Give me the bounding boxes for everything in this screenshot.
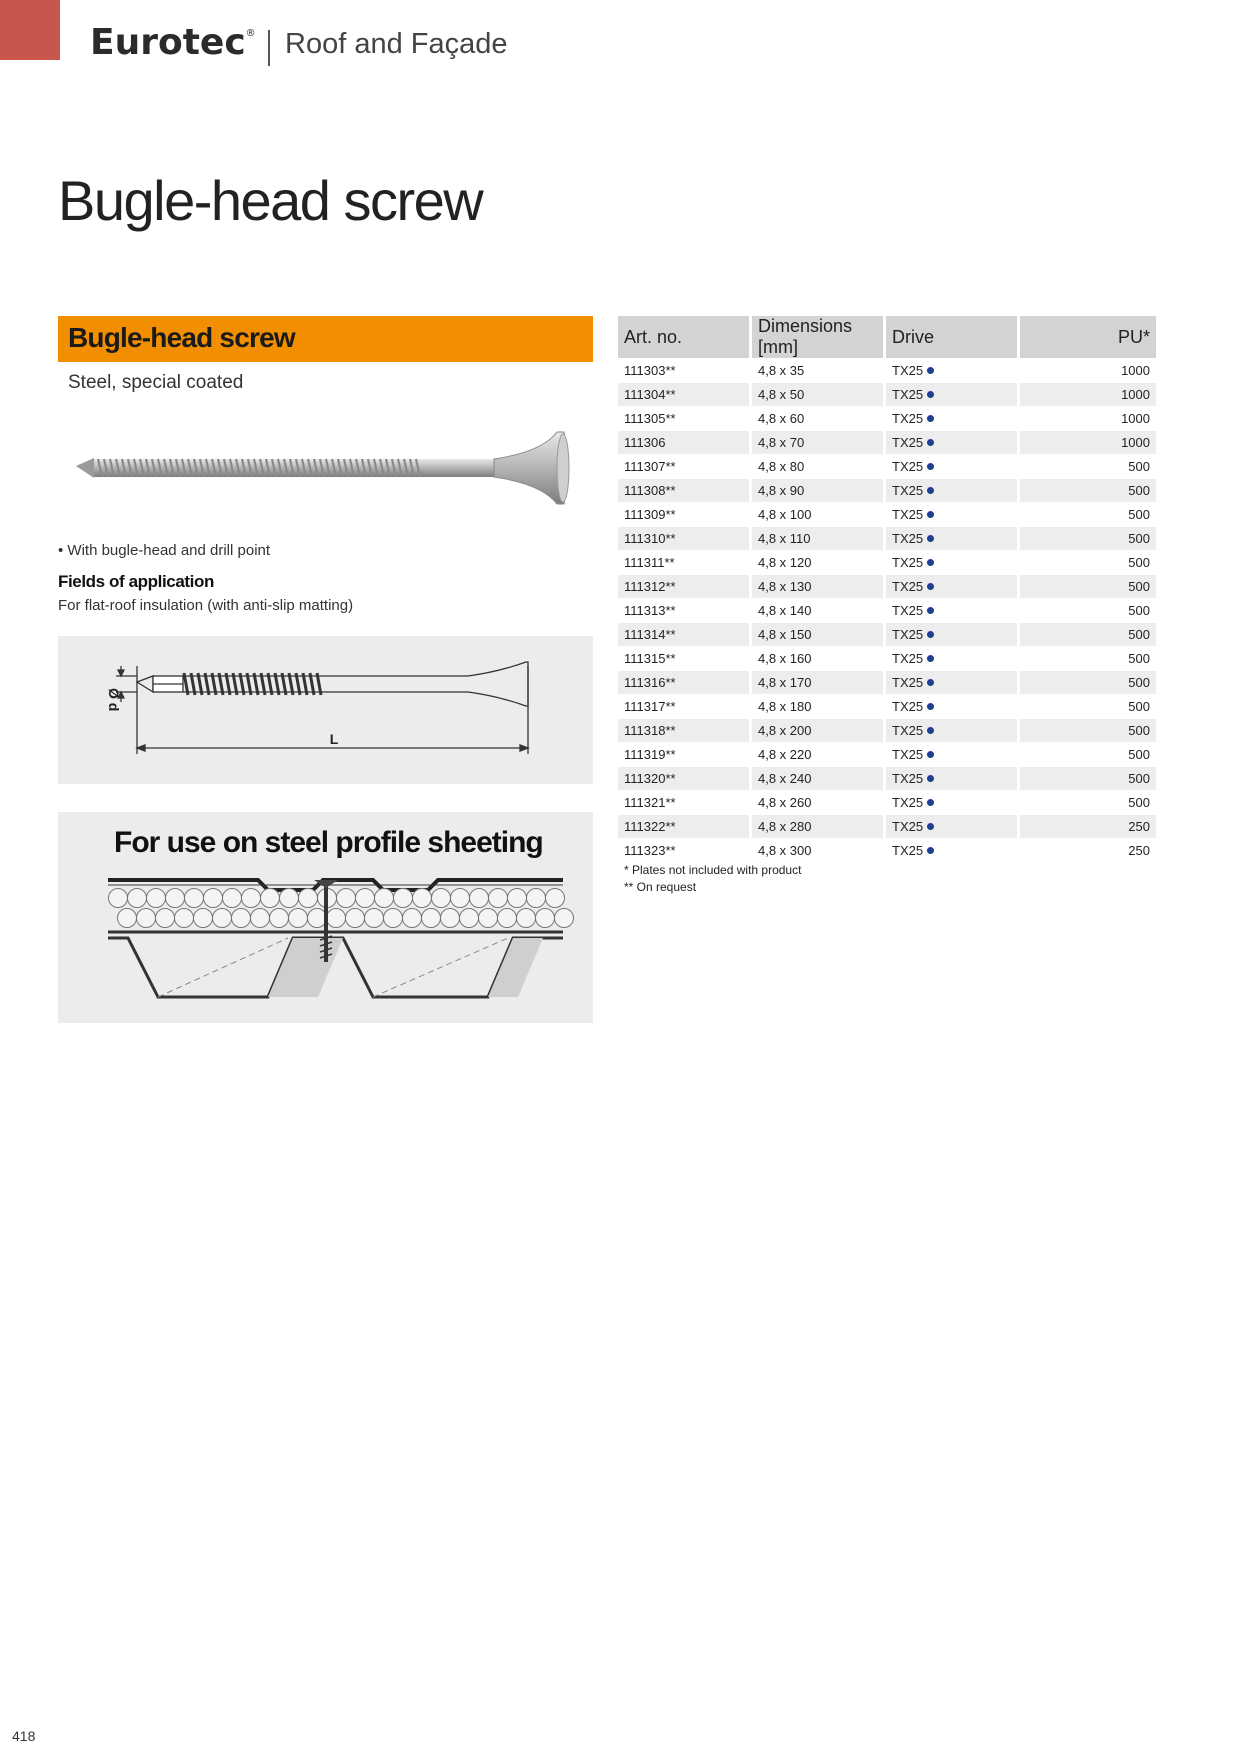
dimensions-cell: 4,8 x 35 bbox=[752, 358, 886, 382]
dimensions-cell: 4,8 x 260 bbox=[752, 790, 886, 814]
product-subtitle: Steel, special coated bbox=[68, 372, 244, 393]
drive-cell: TX25 bbox=[886, 598, 1020, 622]
table-row bbox=[618, 598, 1156, 622]
drive-cell: TX25 bbox=[886, 574, 1020, 598]
table-row bbox=[618, 790, 1156, 814]
art-no-cell: 111312** bbox=[618, 574, 752, 598]
drive-dot-icon bbox=[927, 463, 934, 470]
art-no-cell: 111307** bbox=[618, 454, 752, 478]
pu-cell: 500 bbox=[1020, 766, 1156, 790]
pu-cell: 500 bbox=[1020, 550, 1156, 574]
table-row bbox=[618, 646, 1156, 670]
table-row bbox=[618, 694, 1156, 718]
dimensions-cell: 4,8 x 60 bbox=[752, 406, 886, 430]
article-table bbox=[618, 316, 1156, 862]
art-no-cell: 111308** bbox=[618, 478, 752, 502]
pu-cell: 250 bbox=[1020, 838, 1156, 862]
art-no-cell: 111313** bbox=[618, 598, 752, 622]
drive-cell: TX25 bbox=[886, 550, 1020, 574]
drive-dot-icon bbox=[927, 751, 934, 758]
table-row bbox=[618, 670, 1156, 694]
drive-cell: TX25 bbox=[886, 838, 1020, 862]
length-label: L bbox=[329, 731, 339, 747]
drive-dot-icon bbox=[927, 727, 934, 734]
pu-cell: 500 bbox=[1020, 646, 1156, 670]
table-row bbox=[618, 382, 1156, 406]
drive-dot-icon bbox=[927, 679, 934, 686]
note-on-request: ** On request bbox=[624, 880, 697, 894]
diameter-label: d bbox=[106, 702, 122, 712]
drive-cell: TX25 bbox=[886, 814, 1020, 838]
table-row bbox=[618, 550, 1156, 574]
dimensions-cell: 4,8 x 50 bbox=[752, 382, 886, 406]
page-number: 418 bbox=[12, 1728, 36, 1744]
product-banner-label: Bugle-head screw bbox=[68, 322, 295, 353]
dimensions-cell: 4,8 x 70 bbox=[752, 430, 886, 454]
table-row bbox=[618, 358, 1156, 382]
fields-heading: Fields of application bbox=[58, 572, 214, 591]
note-plates: * Plates not included with product bbox=[624, 863, 802, 877]
dimensions-cell: 4,8 x 80 bbox=[752, 454, 886, 478]
pu-cell: 500 bbox=[1020, 742, 1156, 766]
dimensions-cell: 4,8 x 300 bbox=[752, 838, 886, 862]
drive-cell: TX25 bbox=[886, 646, 1020, 670]
pu-cell: 1000 bbox=[1020, 406, 1156, 430]
table-row bbox=[618, 526, 1156, 550]
drive-dot-icon bbox=[927, 535, 934, 542]
page-title: Bugle-head screw bbox=[58, 169, 483, 232]
fields-text: For flat-roof insulation (with anti-slip matting) bbox=[58, 597, 354, 614]
technical-drawing bbox=[58, 636, 593, 784]
table-row bbox=[618, 814, 1156, 838]
dimensions-cell: 4,8 x 100 bbox=[752, 502, 886, 526]
art-no-cell: 111303** bbox=[618, 358, 752, 382]
dimensions-cell: 4,8 x 160 bbox=[752, 646, 886, 670]
art-no-cell: 111306 bbox=[618, 430, 752, 454]
table-header-row bbox=[618, 316, 1156, 358]
product-banner bbox=[58, 316, 593, 362]
table-row bbox=[618, 622, 1156, 646]
drive-dot-icon bbox=[927, 655, 934, 662]
col-header-dimensions: Dimensions [mm] bbox=[752, 316, 886, 358]
pu-cell: 500 bbox=[1020, 694, 1156, 718]
dimensions-cell: 4,8 x 110 bbox=[752, 526, 886, 550]
dimensions-cell: 4,8 x 280 bbox=[752, 814, 886, 838]
dimensions-cell: 4,8 x 180 bbox=[752, 694, 886, 718]
art-no-cell: 111315** bbox=[618, 646, 752, 670]
art-no-cell: 111305** bbox=[618, 406, 752, 430]
pu-cell: 500 bbox=[1020, 622, 1156, 646]
art-no-cell: 111317** bbox=[618, 694, 752, 718]
art-no-cell: 111304** bbox=[618, 382, 752, 406]
drive-dot-icon bbox=[927, 775, 934, 782]
drive-cell: TX25 bbox=[886, 382, 1020, 406]
drive-dot-icon bbox=[927, 703, 934, 710]
drive-cell: TX25 bbox=[886, 454, 1020, 478]
drive-cell: TX25 bbox=[886, 406, 1020, 430]
table-row bbox=[618, 742, 1156, 766]
feature-item: • With bugle-head and drill point bbox=[58, 542, 271, 559]
svg-text:Ø d bbox=[106, 688, 122, 711]
dimensions-cell: 4,8 x 140 bbox=[752, 598, 886, 622]
drive-cell: TX25 bbox=[886, 718, 1020, 742]
drive-cell: TX25 bbox=[886, 694, 1020, 718]
dimensions-cell: 4,8 x 220 bbox=[752, 742, 886, 766]
technical-drawing-panel bbox=[58, 636, 593, 784]
pu-cell: 1000 bbox=[1020, 430, 1156, 454]
drive-cell: TX25 bbox=[886, 766, 1020, 790]
table-row bbox=[618, 430, 1156, 454]
pu-cell: 500 bbox=[1020, 574, 1156, 598]
art-no-cell: 111322** bbox=[618, 814, 752, 838]
drive-cell: TX25 bbox=[886, 526, 1020, 550]
pu-cell: 1000 bbox=[1020, 382, 1156, 406]
pu-cell: 500 bbox=[1020, 598, 1156, 622]
pu-cell: 500 bbox=[1020, 478, 1156, 502]
header-divider bbox=[268, 30, 270, 66]
drive-cell: TX25 bbox=[886, 790, 1020, 814]
dimensions-cell: 4,8 x 130 bbox=[752, 574, 886, 598]
art-no-cell: 111320** bbox=[618, 766, 752, 790]
pu-cell: 500 bbox=[1020, 502, 1156, 526]
drive-dot-icon bbox=[927, 487, 934, 494]
pu-cell: 500 bbox=[1020, 454, 1156, 478]
col-header-pu: PU* bbox=[1020, 316, 1156, 358]
table-row bbox=[618, 478, 1156, 502]
drive-cell: TX25 bbox=[886, 622, 1020, 646]
art-no-cell: 111311** bbox=[618, 550, 752, 574]
section-title: Roof and Façade bbox=[285, 28, 508, 60]
steel-sheet-illustration bbox=[58, 812, 593, 1023]
drive-cell: TX25 bbox=[886, 430, 1020, 454]
art-no-cell: 111323** bbox=[618, 838, 752, 862]
drive-dot-icon bbox=[927, 823, 934, 830]
pu-cell: 500 bbox=[1020, 670, 1156, 694]
art-no-cell: 111314** bbox=[618, 622, 752, 646]
drive-dot-icon bbox=[927, 847, 934, 854]
dimensions-cell: 4,8 x 170 bbox=[752, 670, 886, 694]
dimensions-cell: 4,8 x 150 bbox=[752, 622, 886, 646]
drive-dot-icon bbox=[927, 583, 934, 590]
pu-cell: 250 bbox=[1020, 814, 1156, 838]
art-no-cell: 111316** bbox=[618, 670, 752, 694]
usage-title: For use on steel profile sheeting bbox=[114, 826, 543, 859]
drive-cell: TX25 bbox=[886, 670, 1020, 694]
table-row bbox=[618, 454, 1156, 478]
drive-dot-icon bbox=[927, 439, 934, 446]
brand-logo: Eurotec® bbox=[90, 22, 256, 63]
drive-dot-icon bbox=[927, 799, 934, 806]
drive-dot-icon bbox=[927, 367, 934, 374]
drive-dot-icon bbox=[927, 415, 934, 422]
dimensions-cell: 4,8 x 90 bbox=[752, 478, 886, 502]
pu-cell: 500 bbox=[1020, 790, 1156, 814]
art-no-cell: 111318** bbox=[618, 718, 752, 742]
table-row bbox=[618, 574, 1156, 598]
col-header-art-no: Art. no. bbox=[618, 316, 752, 358]
drive-dot-icon bbox=[927, 511, 934, 518]
drive-dot-icon bbox=[927, 391, 934, 398]
dimensions-cell: 4,8 x 120 bbox=[752, 550, 886, 574]
table-row bbox=[618, 718, 1156, 742]
table-row bbox=[618, 406, 1156, 430]
drive-cell: TX25 bbox=[886, 502, 1020, 526]
drive-dot-icon bbox=[927, 607, 934, 614]
pu-cell: 500 bbox=[1020, 718, 1156, 742]
art-no-cell: 111321** bbox=[618, 790, 752, 814]
corner-tab bbox=[0, 0, 60, 60]
art-no-cell: 111309** bbox=[618, 502, 752, 526]
table-notes bbox=[624, 862, 801, 896]
dimensions-cell: 4,8 x 240 bbox=[752, 766, 886, 790]
table-row bbox=[618, 766, 1156, 790]
pu-cell: 1000 bbox=[1020, 358, 1156, 382]
table-row bbox=[618, 838, 1156, 862]
drive-dot-icon bbox=[927, 631, 934, 638]
col-header-drive: Drive bbox=[886, 316, 1020, 358]
pu-cell: 500 bbox=[1020, 526, 1156, 550]
art-no-cell: 111310** bbox=[618, 526, 752, 550]
art-no-cell: 111319** bbox=[618, 742, 752, 766]
drive-cell: TX25 bbox=[886, 358, 1020, 382]
dimensions-cell: 4,8 x 200 bbox=[752, 718, 886, 742]
usage-panel bbox=[58, 812, 593, 1023]
screw-photo bbox=[72, 428, 592, 518]
drive-dot-icon bbox=[927, 559, 934, 566]
drive-cell: TX25 bbox=[886, 742, 1020, 766]
drive-cell: TX25 bbox=[886, 478, 1020, 502]
diameter-symbol: Ø bbox=[106, 688, 122, 699]
table-row bbox=[618, 502, 1156, 526]
